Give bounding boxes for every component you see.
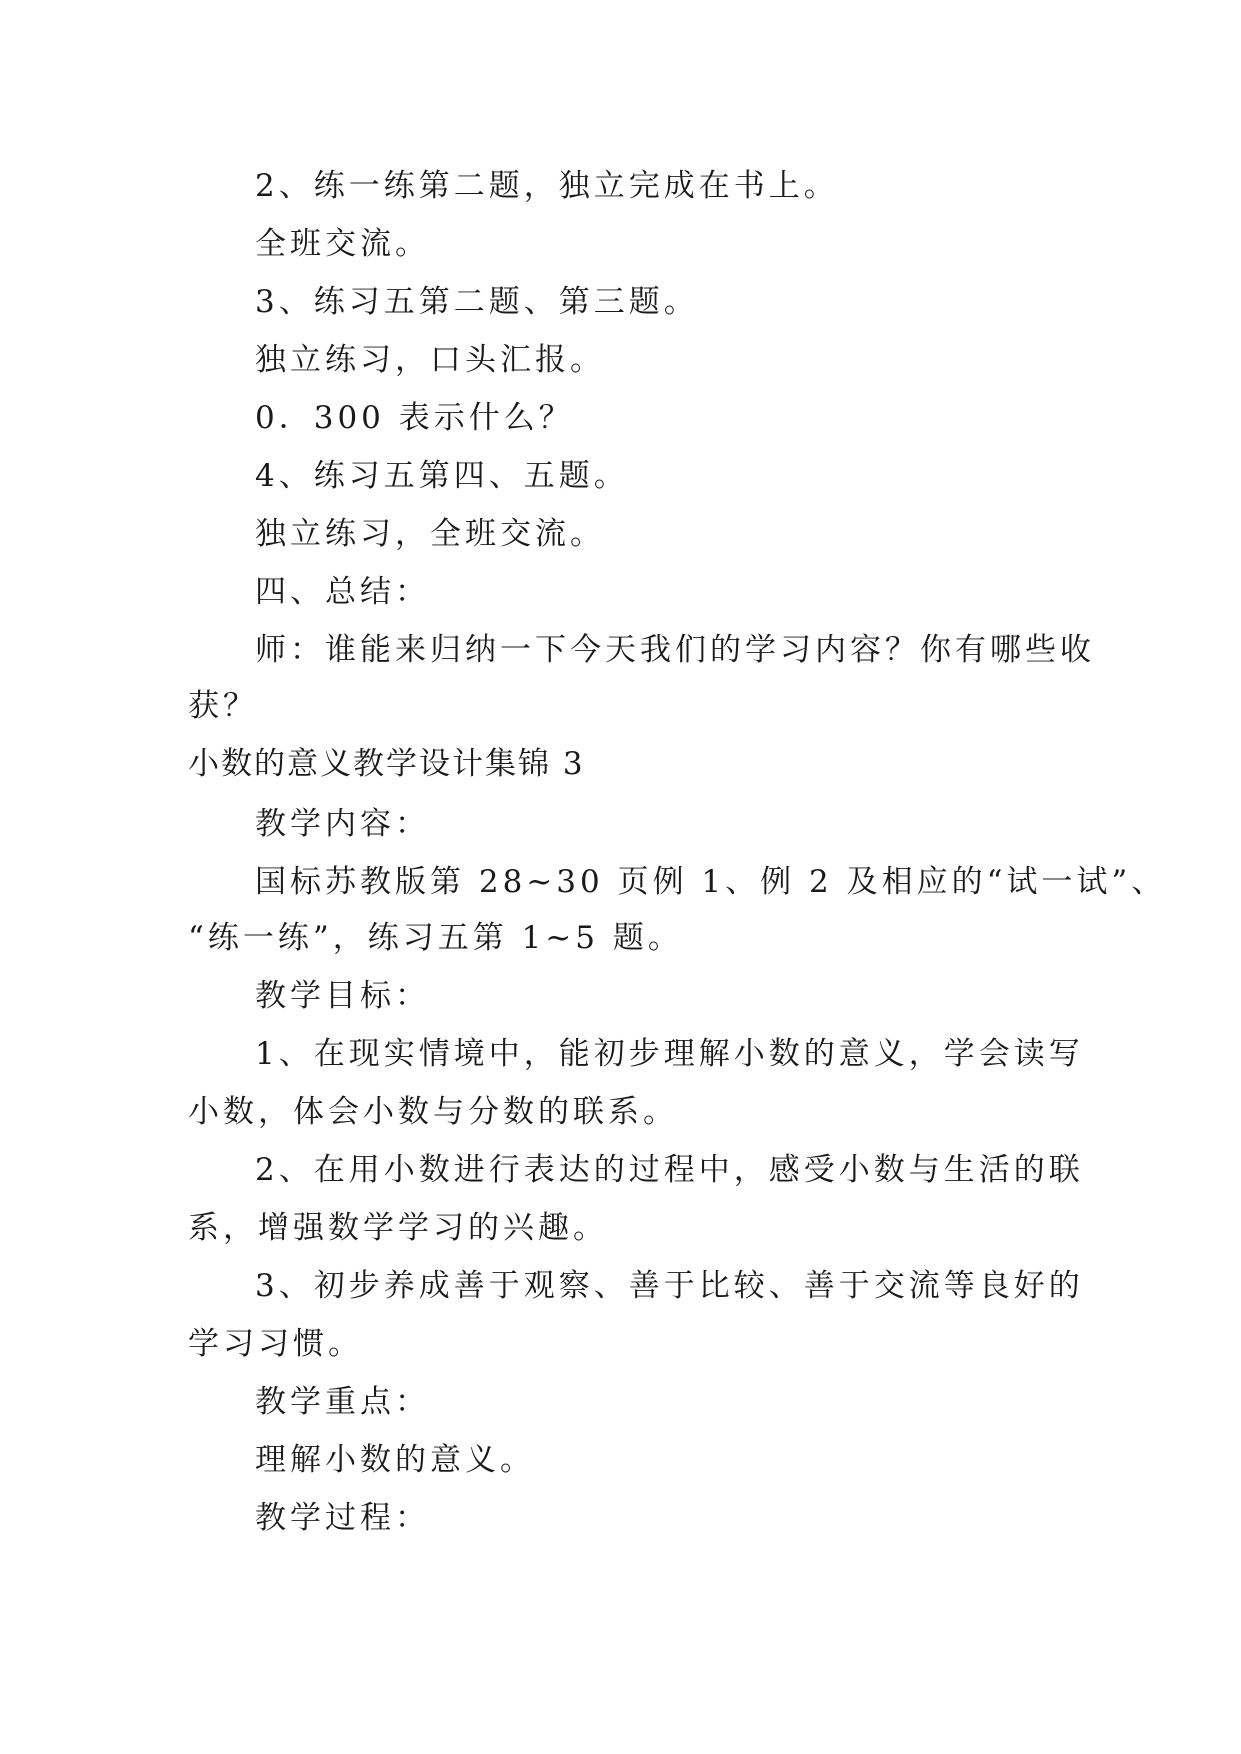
paragraph-line: 获？ [188,688,258,724]
document-title: 小数的意义教学设计集锦 3 [188,746,585,782]
section-heading: 教学过程： [255,1500,430,1536]
paragraph-line: 全班交流。 [255,226,430,262]
paragraph-line: 国标苏教版第 28~30 页例 1、例 2 及相应的“试一试”、 [255,864,1167,900]
section-heading: 教学重点： [255,1384,430,1420]
paragraph-line: 3、练习五第二题、第三题。 [255,284,699,320]
paragraph-line: 独立练习，口头汇报。 [255,342,605,378]
section-heading: 教学内容： [255,806,430,842]
section-heading: 四、总结： [255,574,430,610]
paragraph-line: 独立练习，全班交流。 [255,516,605,552]
paragraph-line: 学习习惯。 [188,1326,363,1362]
paragraph-line: “练一练”，练习五第 1~5 题。 [188,920,683,956]
paragraph-line: 2、练一练第二题，独立完成在书上。 [255,168,839,204]
paragraph-line: 师：谁能来归纳一下今天我们的学习内容？你有哪些收 [255,632,1095,668]
paragraph-line: 系，增强数学学习的兴趣。 [188,1210,608,1246]
section-heading: 教学目标： [255,978,430,1014]
paragraph-line: 理解小数的意义。 [255,1442,535,1478]
paragraph-line: 3、初步养成善于观察、善于比较、善于交流等良好的 [255,1268,1084,1304]
paragraph-line: 0．300 表示什么？ [255,400,574,436]
paragraph-line: 小数，体会小数与分数的联系。 [188,1094,678,1130]
paragraph-line: 4、练习五第四、五题。 [255,458,629,494]
paragraph-line: 2、在用小数进行表达的过程中，感受小数与生活的联 [255,1152,1084,1188]
paragraph-line: 1、在现实情境中，能初步理解小数的意义，学会读写 [255,1036,1084,1072]
